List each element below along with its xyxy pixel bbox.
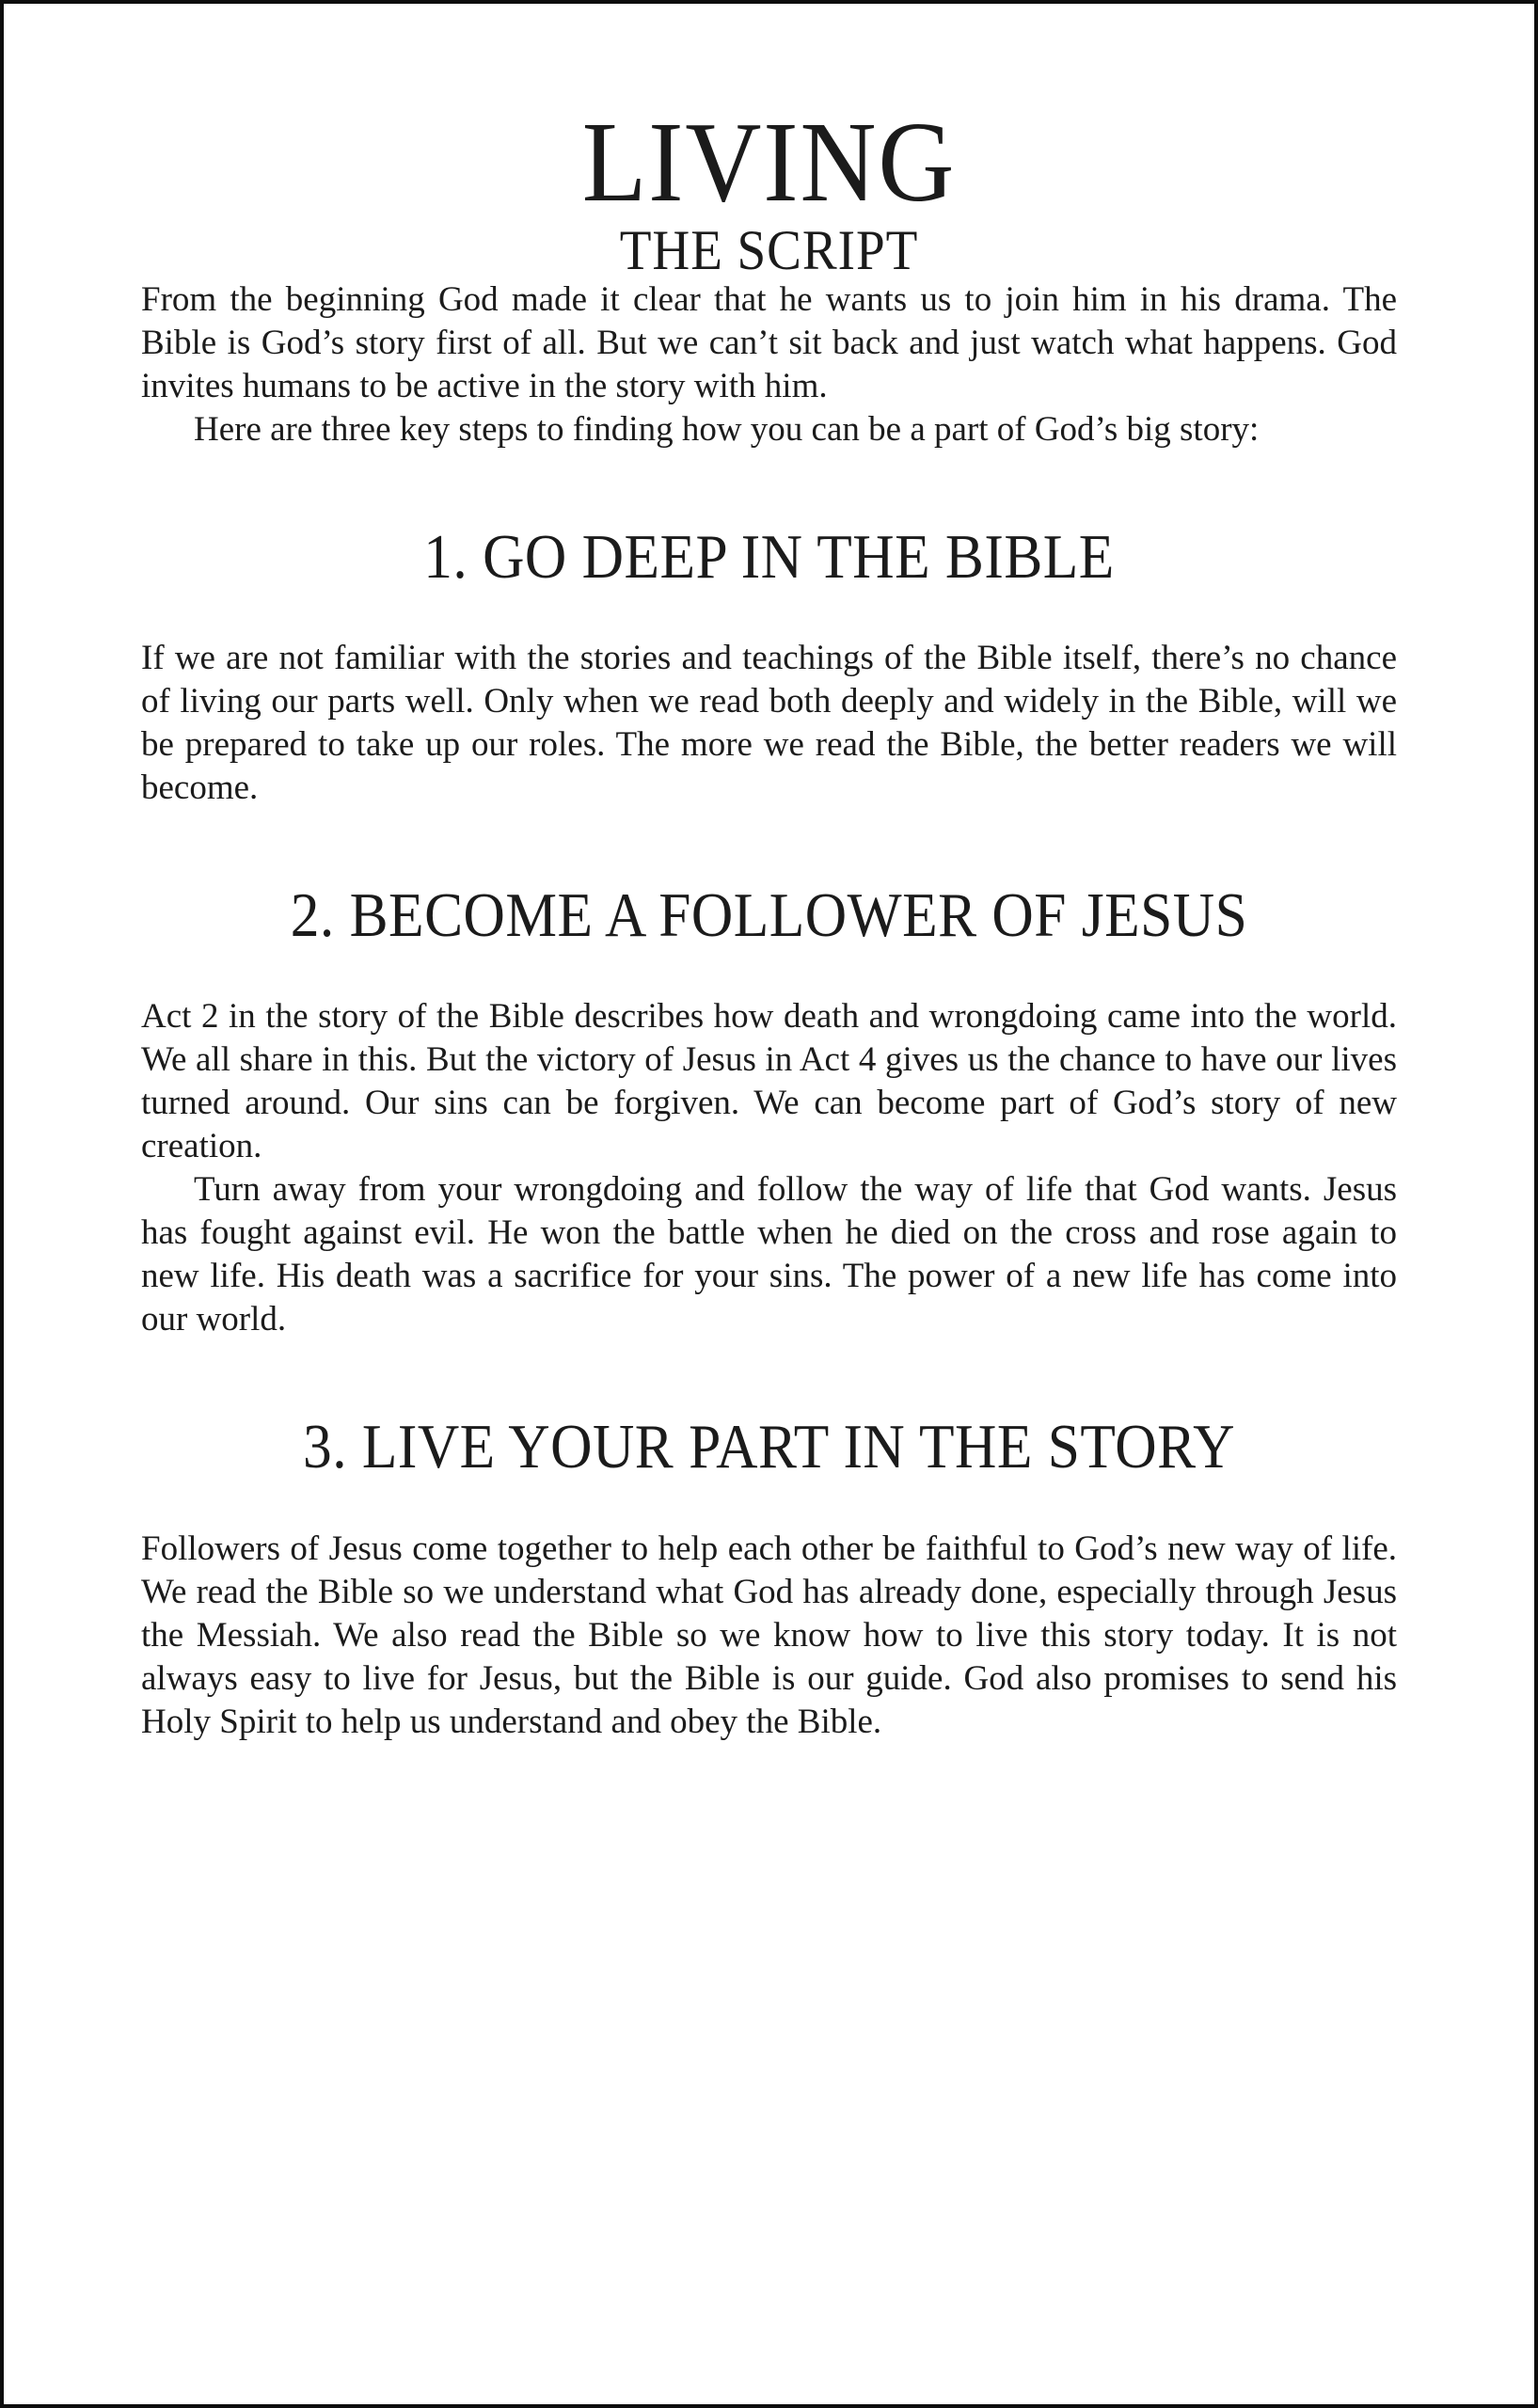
title-block: [141, 99, 1397, 281]
section-live-your-part-in-the-story: [141, 1411, 1397, 1743]
intro-section: [141, 278, 1397, 452]
page-title: LIVING: [581, 99, 957, 226]
section-go-deep-in-the-bible: [141, 521, 1397, 810]
section-2-paragraph-1: Act 2 in the story of the Bible describes how death and wrongdoing came into the world. We all share in this. But the victory of Jesus in Act 4 gives us the chance to have our lives turned around. Our sins can be forgiven. We can become part of God’s story of new creation.: [141, 997, 1397, 1166]
intro-lead-in-paragraph: Here are three key steps to finding how you can be a part of God’s big story:: [194, 410, 1260, 449]
section-3-paragraph: Followers of Jesus come together to help each other be faithful to God’s new way of life. We read the Bible so we understand what God has already done, especially through Jesus the Messiah. We also read the Bible so we know how to live this story today. It is not always easy to live for Jesus, but the Bible is our guide. God also promises to send his Holy Spirit to help us understand and obey the Bible.: [141, 1529, 1397, 1741]
section-1-heading: 1. GO DEEP IN THE BIBLE: [423, 521, 1115, 592]
section-3-heading: 3. LIVE YOUR PART IN THE STORY: [302, 1411, 1236, 1482]
intro-paragraph: From the beginning God made it clear that he wants us to join him in his drama. The Bible is God’s story first of all. But we can’t sit back and just watch what happens. God invites humans to be active in the story with him.: [141, 280, 1397, 405]
section-2-paragraph-2: Turn away from your wrongdoing and follow the way of life that God wants. Jesus has fought against evil. He won the battle when he died on the cross and rose again to new life. His death was a sacrifice for your sins. The power of a new life has come into our world.: [141, 1170, 1397, 1339]
page-subtitle: THE SCRIPT: [619, 219, 919, 281]
section-become-a-follower-of-jesus: [141, 879, 1397, 1341]
page-content: [4, 99, 1534, 1744]
section-1-paragraph: If we are not familiar with the stories and teachings of the Bible itself, there’s no chance of living our parts well. Only when we read both deeply and widely in the Bible, will we be prepared to take up our roles. The more we read the Bible, the better readers we will become.: [141, 639, 1397, 808]
section-2-heading: 2. BECOME A FOLLOWER OF JESUS: [290, 879, 1248, 950]
